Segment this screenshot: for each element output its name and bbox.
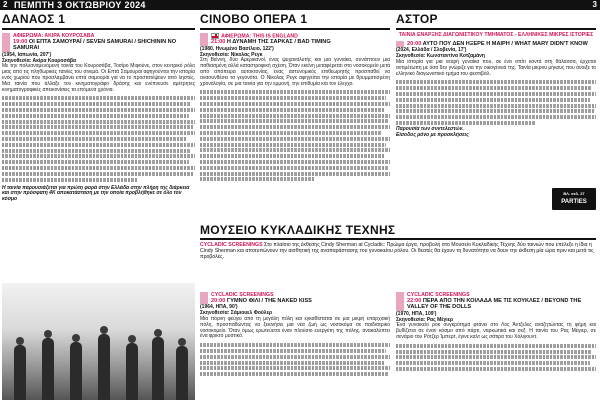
film-director: Σκηνοθεσία: Ακίρα Κουροσάβα xyxy=(2,57,77,64)
cycladic-screening-left xyxy=(200,289,390,400)
venue-title: CINOBO ΟΠΕΡΑ 1 xyxy=(200,12,390,30)
screening-title xyxy=(211,39,390,45)
film-title: ΓΥΜΝΟ ΦΙΛΙ / THE NAKED KISS xyxy=(226,298,312,304)
tribute-label: CYCLADIC SCREENINGS xyxy=(211,292,274,298)
column-cinobo xyxy=(200,12,390,183)
film-meta: (1964, ΗΠΑ, 90') xyxy=(200,304,238,311)
screening-block xyxy=(200,33,390,46)
film-meta: (1954, Ιαπωνία, 207') xyxy=(2,51,52,58)
body-text-continued xyxy=(200,343,390,376)
screening-block xyxy=(2,33,195,52)
venue-title: ΔΑΝΑΟΣ 1 xyxy=(2,12,195,30)
screening-time: 20:00 xyxy=(407,41,422,47)
issue-date: ΠΕΜΠΤΗ 3 ΟΚΤΩΒΡΙΟΥ 2024 xyxy=(14,0,146,10)
film-synopsis: Ένα γυναικείο ροκ συγκρότημα φτάνει στο Λος Άντζελες αναζητώντας τη φήμη και βυθίζεται σε έναν κόσμο από πάρτι, ναρκωτικά και σεξ. Η ταινία του Ρας Μέγιερ, σε σενάριο του Ρότζερ Ίμπερτ, έγινε καλτ ως σάτιρα του Χόλιγουντ. xyxy=(396,322,596,340)
film-director: Σκηνοθεσία: Κωνσταντίνα Κοτζαμάνη xyxy=(396,53,485,60)
parties-label: PARTIES xyxy=(561,199,587,205)
screening-title xyxy=(407,298,596,311)
parties-badge xyxy=(552,188,596,210)
film-title: ΟΙ ΕΠΤΑ ΣΑΜΟΥΡΑΪ / SEVEN SAMURAI / SHICHININ NO SAMURAI xyxy=(13,39,177,52)
screening-block xyxy=(200,292,390,304)
screening-time: 21:00 xyxy=(211,39,226,46)
film-synopsis: Στη Βιέννη, δύο Αμερικανοί, ένας ψυχαναλυτής και μια γυναίκα, συνάπτουν μια παθιασμένη αλλά καταστροφική σχέση. Όταν εκείνη μεταφέρεται στο νοσοκομείο μετά από απόπειρα αυτοκτονίας, ένας αστυνομικός επιθεωρητής προσπαθεί να ανασυνθέσει τα γεγονότα. Ο Νίκολας Ρεγκ αφηγείται την ιστορία με θρυμματισμένη χρονολογία, σε μια ταινία για την εμμονή, την επιθυμία και τον έλεγχο. xyxy=(200,57,390,87)
film-title: ΑΥΤΟ ΠΟΥ ΔΕΝ ΗΞΕΡΕ Η ΜΑΙΡΗ / WHAT MARY DIDN'T KNOW xyxy=(422,41,588,47)
tribute-text: ΑΦΙΕΡΩΜΑ: THIS IS ENGLAND xyxy=(221,33,298,40)
museum-intro xyxy=(200,242,596,260)
film-director: Σκηνοθεσία: Σάμιουελ Φούλερ xyxy=(200,310,273,317)
tribute-label: ΤΑΙΝΙΑ ΕΝΑΡΞΗΣ ΔΙΑΓΩΝΙΣΤΙΚΟΥ ΤΜΗΜΑΤΟΣ - ΕΛΛΗΝΙΚΕΣ ΜΙΚΡΕΣ ΙΣΤΟΡΙΕΣ xyxy=(398,32,594,38)
museum-intro-text: Στο πλαίσιο της έκθεσης Cindy Sherman at Cycladic: Πρώιμα έργα, προβολή στο Μουσείο Κυκλαδικής Τέχνης δύο ταινιών που επέλεξε η ίδια η Cindy Sherman και αποτυπώνουν την αισθητική της αναπαράστασης του γυναικείου ρόλου. Οι θεατές θα έχουν τη δυνατότητα να δουν την έκθεση μία ώρα πριν και μετά τις προβολές. xyxy=(200,242,594,260)
body-text-continued xyxy=(200,90,390,181)
screening-title xyxy=(13,39,195,52)
screening-time: 22:00 xyxy=(407,298,422,304)
body-text-continued xyxy=(396,80,596,125)
screening-time: 20:00 xyxy=(211,298,226,304)
body-text-continued xyxy=(396,344,596,371)
top-bar xyxy=(0,0,600,10)
tribute-label: ΑΦΙΕΡΩΜΑ: ΑΚΙΡΑ ΚΟΥΡΟΣΑΒΑ xyxy=(13,33,95,39)
film-meta: (1970, ΗΠΑ, 109') xyxy=(396,310,437,317)
column-astor xyxy=(396,12,596,139)
film-director: Σκηνοθεσία: Νίκολας Ρεγκ xyxy=(200,51,263,58)
museum-section-title: ΜΟΥΣΕΙΟ ΚΥΚΛΑΔΙΚΗΣ ΤΕΧΝΗΣ xyxy=(200,223,596,240)
attendance-note: Παρουσία των συντελεστών. xyxy=(396,125,464,132)
parties-page-ref: ΒΛ. σελ. 27 xyxy=(563,191,585,196)
body-text-continued xyxy=(2,96,195,181)
film-synopsis: Μια ιστορία για μια νεαρή γυναίκα που, σε ένα σπίτι κοντά στη θάλασσα, έρχεται αντιμέτωπη με όσα δεν γνώριζε για την οικογένειά της. Ταινία μικρού μήκους που άνοιξε το ελληνικό διαγωνιστικό τμήμα του φεστιβάλ. xyxy=(396,59,596,77)
column-danaos xyxy=(2,12,195,203)
venue-title: ΑΣΤΟΡ xyxy=(396,12,596,30)
film-meta: (1980, Ηνωμένο Βασίλειο, 122') xyxy=(200,45,274,52)
film-synopsis: Μια πόρνη φεύγει από τη μεγάλη πόλη και εγκαθίσταται σε μια μικρή επαρχιακή πόλη, προσπαθώντας να ξεκινήσει μια νέα ζωή ως νοσοκόμα σε παιδιατρικό νοσοκομείο. Όταν όμως ερωτεύεται έναν πλούσιο ευεργέτη της πόλης, ανακαλύπτει ένα φρικτό μυστικό. xyxy=(200,316,390,340)
film-title: ΠΕΡΑ ΑΠΟ ΤΗΝ ΚΟΙΛΑΔΑ ΜΕ ΤΙΣ ΚΟΥΚΛΕΣ / BEYOND THE VALLEY OF THE DOLLS xyxy=(407,298,582,311)
invitation-note: Είσοδος μόνο με προσκλήσεις xyxy=(396,131,469,138)
screening-block xyxy=(396,292,596,311)
tribute-label: CYCLADIC SCREENINGS xyxy=(407,292,470,298)
screening-time: 19:00 xyxy=(13,39,28,45)
film-director: Σκηνοθεσία: Ρας Μέγιερ xyxy=(396,316,454,323)
film-synopsis: Με την πολυαναμενόμενη ταινία του Κουροσάβα, Τοσίρο Μιφούνε, στον κεντρικό ρόλο μιας από τις πληθωρικές ταινίες του σινεμά. Οι Επτά Σαμουράι αφηγούνται την ιστορία ενός χωριού που προσλαμβάνει επτά σαμουράι για να το προστατέψουν από ληστές. Μια ταινία που άλλαξε τον κινηματογράφο δράσης και ενέπνευσε αμέτρητες κινηματογραφικές απεικονίσεις τα επόμενα χρόνια. xyxy=(2,63,195,93)
left-page-number: 2 xyxy=(3,0,8,9)
cycladic-tag: CYCLADIC SCREENINGS xyxy=(200,242,263,248)
uk-flag-icon xyxy=(211,33,219,39)
film-meta: (2024, Ελλάδα / Σλοβενία, 17') xyxy=(396,47,467,54)
film-still-photo xyxy=(2,283,195,400)
film-note: Η ταινία παρουσιάζεται για πρώτη φορά στην Ελλάδα στην πλήρη της διάρκεια και στην πρόσφατη 4Κ αποκατάσταση με την οποία προβλήθηκε σε όλο τον κόσμο xyxy=(2,184,190,203)
right-page-number: 3 xyxy=(592,0,597,9)
film-title: Η ΔΥΝΑΜΗ ΤΗΣ ΣΑΡΚΑΣ / BAD TIMING xyxy=(226,39,331,46)
cycladic-screening-right xyxy=(396,289,596,400)
